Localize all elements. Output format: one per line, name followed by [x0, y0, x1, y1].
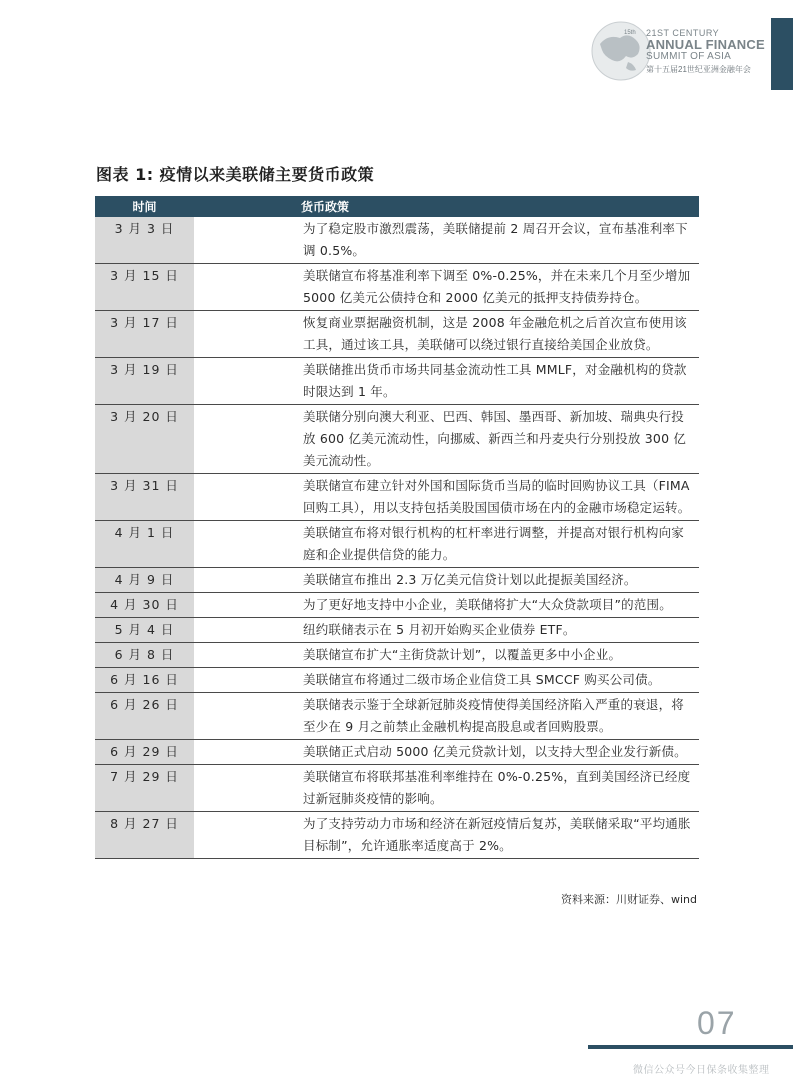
globe-icon: [590, 20, 652, 82]
row-policy: 纽约联储表示在 5 月初开始购买企业债券 ETF。: [194, 618, 699, 643]
table-row: [95, 812, 699, 859]
row-date: 4 月 9 日: [95, 568, 194, 593]
row-date: 6 月 29 日: [95, 740, 194, 765]
logo-accent-bar: [771, 18, 793, 90]
table-row: [95, 618, 699, 643]
edition-label: 15th: [624, 30, 636, 36]
row-date: 6 月 8 日: [95, 643, 194, 668]
row-date: 3 月 3 日: [95, 217, 194, 264]
table-row: [95, 740, 699, 765]
row-policy: 美联储正式启动 5000 亿美元贷款计划，以支持大型企业发行新债。: [194, 740, 699, 765]
row-date: 3 月 17 日: [95, 311, 194, 358]
summit-logo: [588, 18, 793, 94]
table-row: [95, 217, 699, 264]
table-row: [95, 474, 699, 521]
row-date: 6 月 16 日: [95, 668, 194, 693]
row-date: 6 月 26 日: [95, 693, 194, 740]
row-policy: 美联储宣布将联邦基准利率维持在 0%-0.25%，直到美国经济已经度过新冠肺炎疫情的影响。: [194, 765, 699, 812]
row-policy: 为了更好地支持中小企业，美联储将扩大“大众贷款项目”的范围。: [194, 593, 699, 618]
table-body: [95, 217, 699, 859]
table-row: [95, 643, 699, 668]
row-policy: 美联储宣布推出 2.3 万亿美元信贷计划以此提振美国经济。: [194, 568, 699, 593]
row-policy: 恢复商业票据融资机制，这是 2008 年金融危机之后首次宣布使用该工具，通过该工具，美联储可以绕过银行直接给美国企业放贷。: [194, 311, 699, 358]
logo-line-3: SUMMIT OF ASIA: [646, 51, 732, 62]
row-date: 4 月 1 日: [95, 521, 194, 568]
row-policy: 美联储分别向澳大利亚、巴西、韩国、墨西哥、新加坡、瑞典央行投放 600 亿美元流动性，向挪威、新西兰和丹麦央行分别投放 300 亿美元流动性。: [194, 405, 699, 474]
row-date: 3 月 19 日: [95, 358, 194, 405]
table-row: [95, 264, 699, 311]
table-header-row: [95, 196, 699, 217]
logo-line-4: 第十五届21世纪亚洲金融年会: [646, 65, 751, 74]
row-date: 3 月 31 日: [95, 474, 194, 521]
table-row: [95, 765, 699, 812]
table-row: [95, 593, 699, 618]
row-policy: 美联储表示鉴于全球新冠肺炎疫情使得美国经济陷入严重的衰退，将至少在 9 月之前禁止金融机构提高股息或者回购股票。: [194, 693, 699, 740]
row-policy: 美联储推出货币市场共同基金流动性工具 MMLF，对金融机构的贷款时限达到 1 年。: [194, 358, 699, 405]
table-row: [95, 521, 699, 568]
row-policy: 美联储宣布将通过二级市场企业信贷工具 SMCCF 购买公司债。: [194, 668, 699, 693]
table-row: [95, 693, 699, 740]
logo-text: [646, 28, 776, 75]
figure-title: 图表 1: 疫情以来美联储主要货币政策: [96, 165, 375, 184]
source-note: 资料来源：川财证券、wind: [560, 893, 697, 906]
row-date: 8 月 27 日: [95, 812, 194, 859]
row-policy: 为了稳定股市激烈震荡，美联储提前 2 周召开会议，宣布基准利率下调 0.5%。: [194, 217, 699, 264]
table-row: [95, 568, 699, 593]
header-policy: 货币政策: [194, 196, 699, 217]
row-policy: 美联储宣布建立针对外国和国际货币当局的临时回购协议工具（FIMA 回购工具），用以支持包括美股国国债市场在内的金融市场稳定运转。: [194, 474, 699, 521]
watermark-text: 微信公众号今日保条收集整理: [633, 1065, 770, 1076]
row-date: 4 月 30 日: [95, 593, 194, 618]
table-row: [95, 311, 699, 358]
table-row: [95, 668, 699, 693]
header-date: 时间: [95, 196, 194, 217]
row-date: 5 月 4 日: [95, 618, 194, 643]
logo-line-2: ANNUAL FINANCE: [646, 37, 765, 52]
policy-table: [95, 196, 699, 859]
row-policy: 美联储宣布将对银行机构的杠杆率进行调整，并提高对银行机构向家庭和企业提供信贷的能力。: [194, 521, 699, 568]
row-policy: 美联储宣布扩大“主街贷款计划”，以覆盖更多中小企业。: [194, 643, 699, 668]
page-number-rule: [588, 1045, 793, 1049]
page-number: 07: [697, 1005, 737, 1041]
logo-line-1: 21ST CENTURY: [646, 28, 720, 38]
row-date: 7 月 29 日: [95, 765, 194, 812]
table-row: [95, 358, 699, 405]
table-row: [95, 405, 699, 474]
row-policy: 美联储宣布将基准利率下调至 0%-0.25%，并在未来几个月至少增加 5000 亿美元公债持仓和 2000 亿美元的抵押支持债券持仓。: [194, 264, 699, 311]
row-date: 3 月 20 日: [95, 405, 194, 474]
row-date: 3 月 15 日: [95, 264, 194, 311]
row-policy: 为了支持劳动力市场和经济在新冠疫情后复苏，美联储采取“平均通胀目标制”，允许通胀率适度高于 2%。: [194, 812, 699, 859]
